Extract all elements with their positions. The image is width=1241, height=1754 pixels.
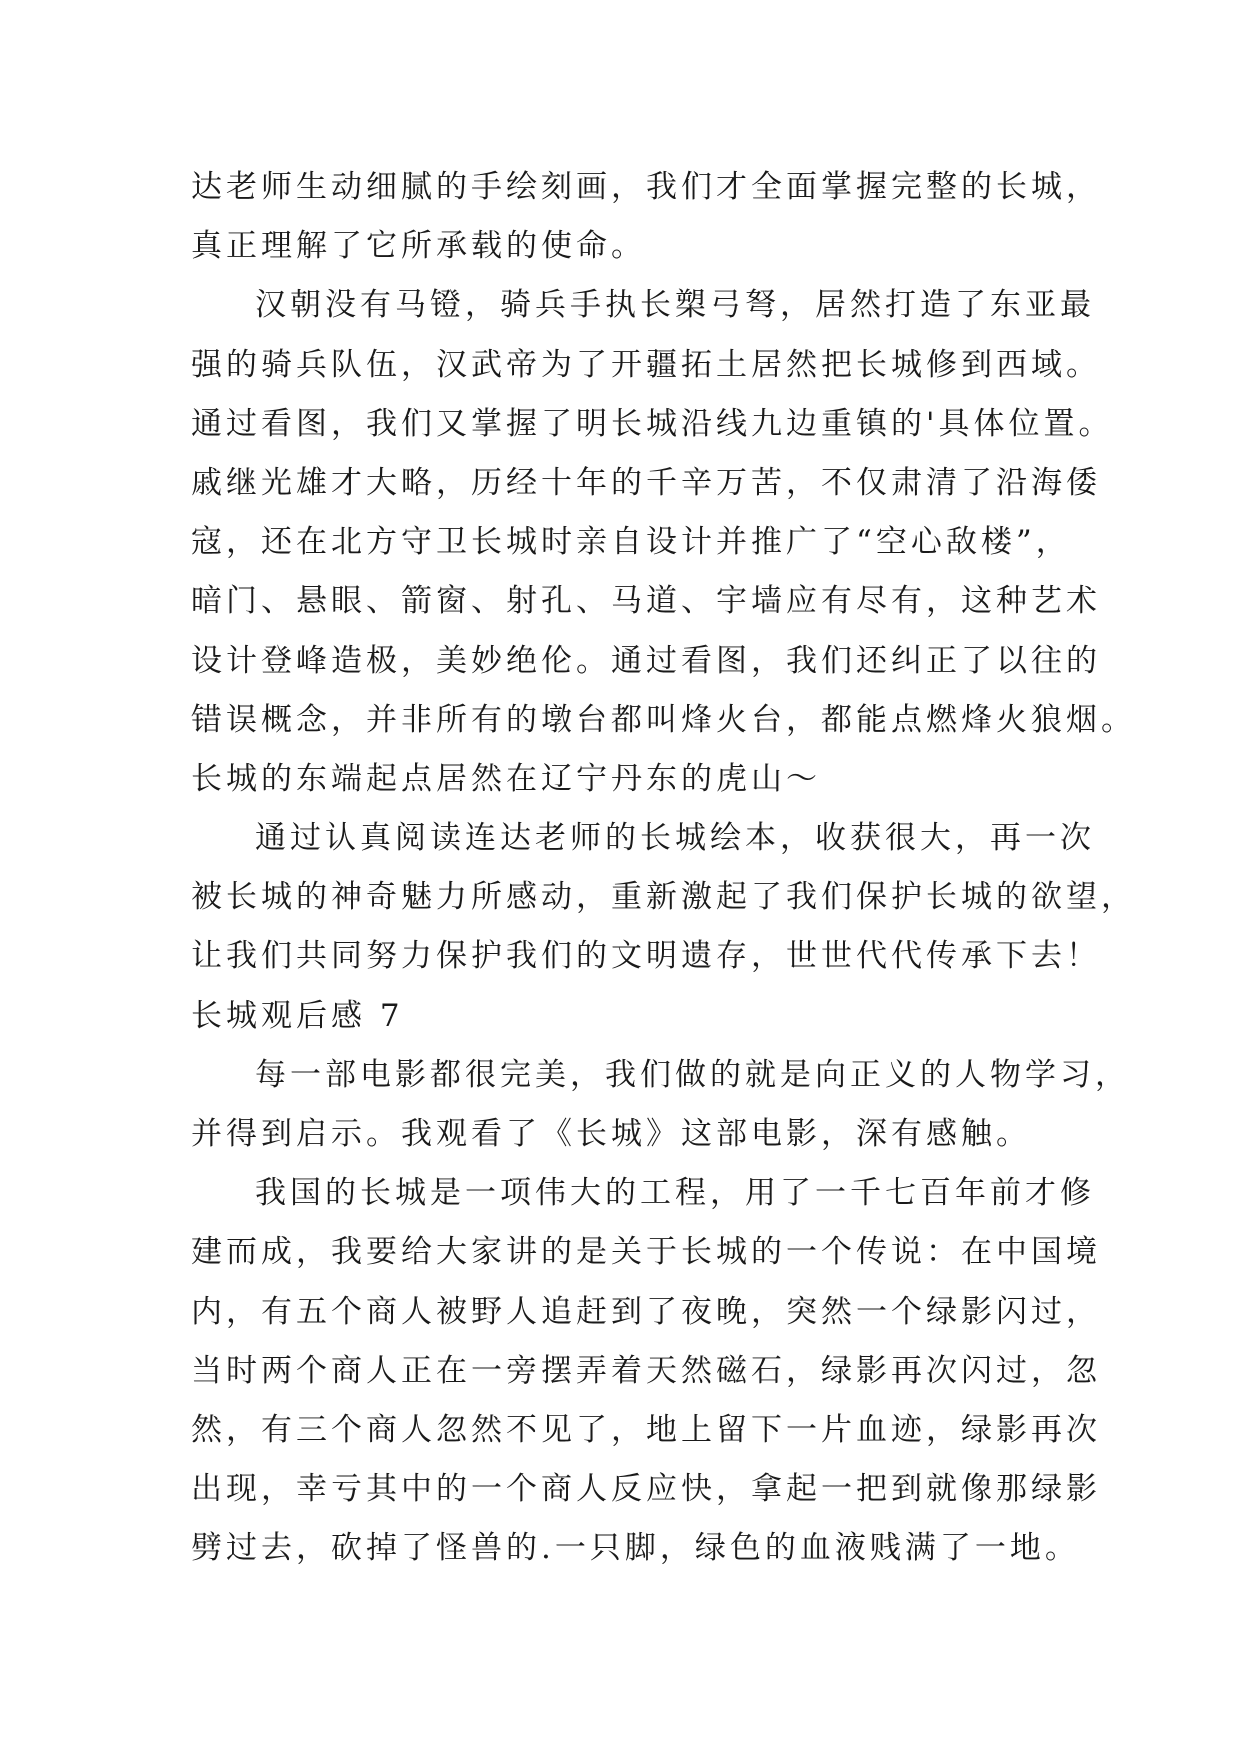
- text-line: 通过看图，我们又掌握了明长城沿线九边重镇的'具体位置。: [191, 405, 1114, 442]
- text-line: 让我们共同努力保护我们的文明遗存，世世代代传承下去！: [191, 938, 1101, 975]
- text-line: 并得到启示。我观看了《长城》这部电影，深有感触。: [191, 1116, 1031, 1152]
- section-heading: 长城观后感 7: [191, 997, 404, 1034]
- text-line: 设计登峰造极，美妙绝伦。通过看图，我们还纠正了以往的: [191, 642, 1101, 679]
- text-line: 建而成，我要给大家讲的是关于长城的一个传说：在中国境: [191, 1234, 1101, 1271]
- text-line: 戚继光雄才大略，历经十年的千辛万苦，不仅肃清了沿海倭: [191, 464, 1101, 501]
- paragraph-start-line: 汉朝没有马镫，骑兵手执长槊弓弩，居然打造了东亚最: [255, 287, 1095, 324]
- text-line: 达老师生动细腻的手绘刻画，我们才全面掌握完整的长城，: [191, 169, 1101, 205]
- paragraph-start-line: 通过认真阅读连达老师的长城绘本，收获很大，再一次: [255, 820, 1095, 857]
- text-line: 强的骑兵队伍，汉武帝为了开疆拓土居然把长城修到西域。: [191, 346, 1101, 383]
- text-line: 暗门、悬眼、箭窗、射孔、马道、宇墙应有尽有，这种艺术: [191, 583, 1101, 620]
- text-line: 当时两个商人正在一旁摆弄着天然磁石，绿影再次闪过，忽: [191, 1352, 1101, 1389]
- text-line: 出现，幸亏其中的一个商人反应快，拿起一把到就像那绿影: [191, 1471, 1101, 1508]
- text-line: 被长城的神奇魅力所感动，重新激起了我们保护长城的欲望，: [191, 879, 1136, 916]
- text-line: 长城的东端起点居然在辽宁丹东的虎山～: [191, 760, 821, 797]
- text-line: 然，有三个商人忽然不见了，地上留下一片血迹，绿影再次: [191, 1411, 1101, 1448]
- text-line: 错误概念，并非所有的墩台都叫烽火台，都能点燃烽火狼烟。: [191, 701, 1136, 738]
- paragraph-start-line: 我国的长城是一项伟大的工程，用了一千七百年前才修: [255, 1175, 1095, 1212]
- text-line: 真正理解了它所承载的使命。: [191, 228, 646, 265]
- text-line: 寇，还在北方守卫长城时亲自设计并推广了“空心敌楼”，: [191, 524, 1071, 561]
- paragraph-start-line: 每一部电影都很完美，我们做的就是向正义的人物学习，: [255, 1056, 1130, 1093]
- body-text: [191, 158, 1136, 1579]
- text-line: 劈过去，砍掉了怪兽的.一只脚，绿色的血液贱满了一地。: [191, 1530, 1080, 1567]
- text-line: 内，有五个商人被野人追赶到了夜晚，突然一个绿影闪过，: [191, 1293, 1101, 1330]
